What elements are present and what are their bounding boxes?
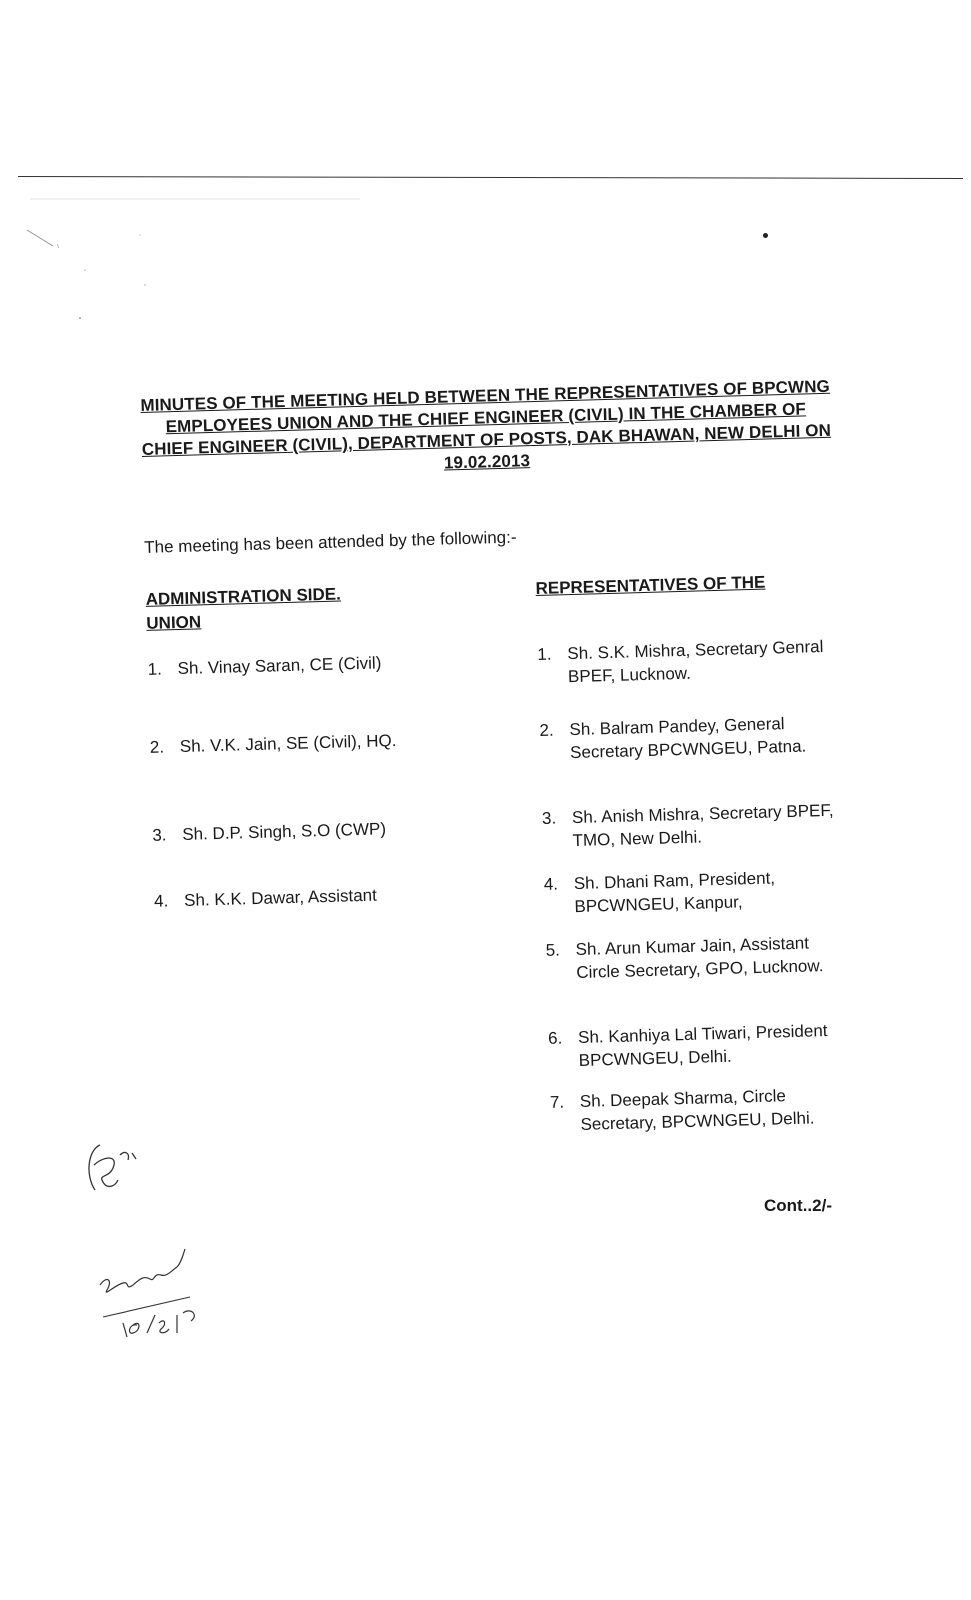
scan-specks	[25, 230, 175, 340]
item-number: 2.	[149, 737, 165, 757]
list-item	[545, 931, 846, 985]
item-number: 7.	[549, 1092, 565, 1112]
initials-mark	[80, 1135, 150, 1205]
item-text: Sh. D.P. Singh, S.O (CWP)	[182, 819, 387, 844]
scan-dot	[763, 233, 768, 238]
list-item	[548, 1018, 849, 1072]
item-text: Sh. K.K. Dawar, Assistant	[183, 885, 378, 910]
item-number: 3.	[541, 808, 557, 828]
item-text: Sh. Arun Kumar Jain, Assistant Circle Secretary, GPO, Lucknow.	[575, 933, 824, 983]
list-item	[550, 1082, 851, 1136]
scan-faint-mark	[30, 198, 360, 200]
list-item	[542, 799, 843, 853]
continuation-note: Cont..2/-	[764, 1196, 832, 1215]
scan-top-rule	[18, 176, 963, 179]
attendees-columns	[145, 568, 861, 1187]
administration-column	[145, 577, 526, 911]
item-number: 1.	[147, 659, 163, 679]
item-number: 4.	[543, 874, 559, 894]
list-item	[147, 648, 508, 681]
signature-with-date	[95, 1245, 225, 1345]
item-text: Sh. Deepak Sharma, Circle Secretary, BPCWNGEU, Delhi.	[579, 1086, 815, 1134]
item-text: Sh. Anish Mishra, Secretary BPEF, TMO, New Delhi.	[571, 800, 834, 851]
list-item	[154, 880, 515, 913]
union-representatives-column	[535, 568, 846, 1134]
item-text: Sh. S.K. Mishra, Secretary Genral BPEF, Lucknow.	[567, 637, 824, 687]
minutes-title: MINUTES OF THE MEETING HELD BETWEEN THE REPRESENTATIVES OF BPCWNG EMPLOYEES UNION AND THE CHIEF ENGINEER (CIVIL) IN THE CHAMBER OF CHIEF ENGINEER (CIVIL), DEPARTMENT OF POSTS, DAK BHAWAN, NEW DELHI ON 19.02.2013	[140, 376, 832, 473]
item-number: 3.	[152, 825, 167, 845]
item-number: 1.	[537, 644, 552, 665]
list-item	[537, 635, 838, 689]
item-number: 4.	[153, 891, 169, 911]
item-text: Sh. Balram Pandey, General Secretary BPCWNGEU, Patna.	[569, 714, 807, 763]
item-number: 2.	[539, 720, 554, 740]
attendance-intro: The meeting has been attended by the following:-	[143, 527, 517, 557]
item-text: Sh. Vinay Saran, CE (Civil)	[177, 653, 382, 679]
representatives-heading: REPRESENTATIVES OF THE	[535, 572, 766, 599]
list-item	[544, 865, 845, 919]
item-number: 5.	[545, 940, 561, 960]
list-item	[152, 814, 513, 847]
list-item	[539, 711, 840, 765]
item-number: 6.	[547, 1028, 563, 1048]
item-text: Sh. Dhani Ram, President, BPCWNGEU, Kanpur,	[573, 868, 776, 917]
item-text: Sh. Kanhiya Lal Tiwari, President BPCWNGEU, Delhi.	[577, 1021, 828, 1071]
document-body	[140, 375, 862, 1187]
list-item	[150, 726, 511, 759]
administration-heading: ADMINISTRATION SIDE.	[145, 584, 342, 609]
item-text: Sh. V.K. Jain, SE (Civil), HQ.	[179, 730, 397, 757]
union-subheading: UNION	[146, 612, 202, 633]
